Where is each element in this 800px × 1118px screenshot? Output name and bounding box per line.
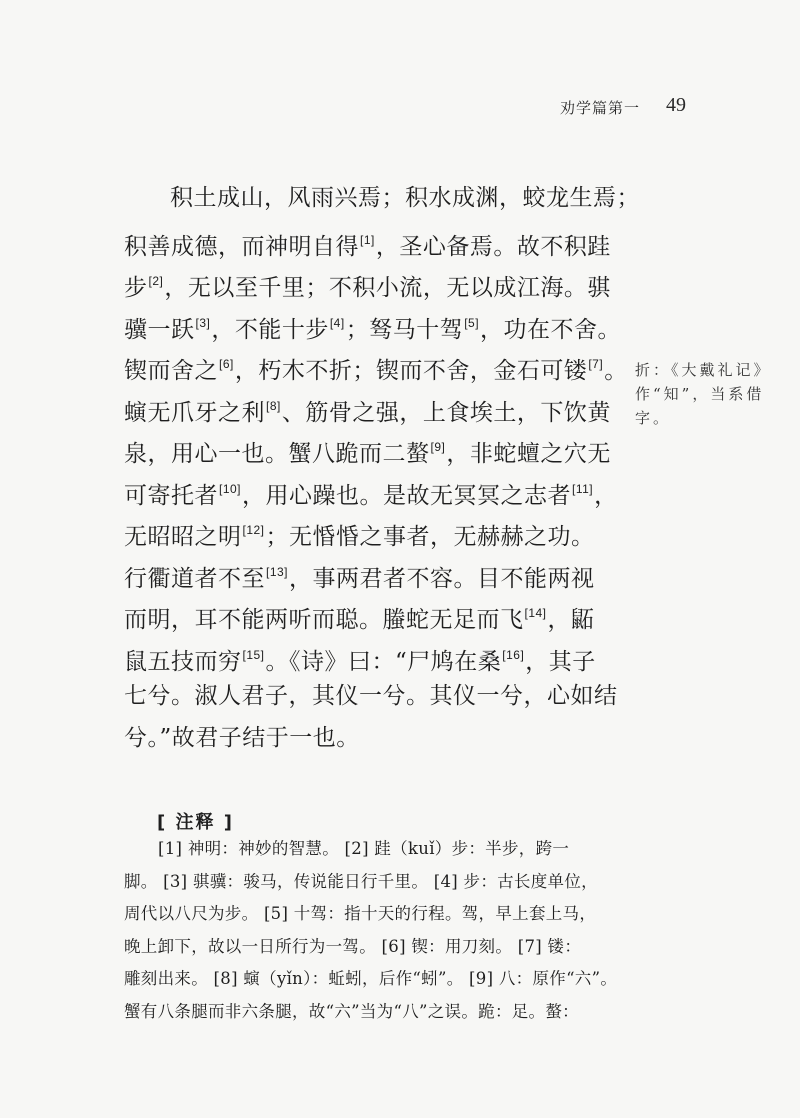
text-segment: ，不能十步 (211, 316, 329, 343)
main-text (124, 178, 640, 759)
text-line (124, 220, 611, 262)
text-segment: ， (594, 482, 618, 509)
text-segment: 可寄托者 (124, 482, 218, 509)
text-segment: 积土成山，风雨兴焉；积水成渊，蛟龙生焉； (170, 185, 640, 211)
running-header (560, 94, 700, 118)
footnote-marker: [11] (572, 481, 594, 496)
note-line: 周代以八尺为步。 [5] 十驾：指十天的行程。驾，早上套上马， (124, 904, 597, 923)
footnote-marker: [10] (219, 481, 242, 496)
text-segment: ，无以至千里；不积小流，无以成江海。骐 (164, 275, 611, 301)
text-line (124, 552, 594, 594)
footnote-marker: [6] (219, 357, 234, 371)
note-line: 蟹有八条腿而非六条腿，故“六”当为“八”之误。跪：足。螯： (124, 1001, 579, 1021)
text-segment: ，用心躁也。是故无冥冥之志者 (242, 482, 572, 509)
text-line (124, 178, 640, 220)
margin-note: 折：《大戴礼记》作“知”，当系借字。 (635, 361, 765, 427)
text-segment: 。 (604, 358, 628, 384)
text-segment: 无昭昭之明 (124, 524, 242, 550)
footnote-marker: [5] (464, 315, 480, 330)
text-segment: 兮。”故君子结于一也。 (124, 724, 360, 751)
footnote-marker: [4] (329, 315, 345, 330)
annotations (124, 833, 618, 1028)
footnote-marker: [2] (148, 274, 164, 288)
text-line (124, 593, 594, 635)
text-segment: 螾无爪牙之利 (124, 399, 265, 426)
text-line (124, 386, 611, 428)
text-segment: 积善成德，而神明自得 (124, 233, 359, 260)
note-line: 脚。 [3] 骐骥：骏马，传说能日行千里。 [4] 步：古长度单位， (124, 871, 598, 891)
footnote-marker: [3] (195, 315, 211, 330)
text-segment: 。《诗》曰：“尸鸠在桑 (265, 648, 502, 675)
text-line (124, 718, 594, 760)
text-line (124, 635, 594, 677)
footnote-marker: [8] (266, 398, 281, 413)
text-segment: 七兮。淑人君子，其仪一兮。其仪一兮，心如结 (124, 683, 618, 709)
text-segment: 、筋骨之强，上食埃土，下饮黄 (281, 399, 611, 426)
text-line (124, 303, 622, 345)
text-line (124, 676, 618, 718)
page-number: 49 (666, 94, 686, 116)
note-line: [1] 神明：神妙的智慧。 [2] 跬（kuǐ）步：半步，跨一 (158, 839, 570, 858)
footnote-marker: [1] (360, 232, 375, 247)
text-segment: ，其子 (525, 648, 596, 675)
text-segment: 而明，耳不能两听而聪。螣蛇无足而飞 (124, 607, 524, 633)
note-line: 晚上卸下，故以一日所行为一驾。 [6] 锲：用刀刻。 [7] 镂： (124, 936, 582, 956)
footnote-marker: [15] (242, 647, 265, 662)
text-segment: 泉，用心一也。蟹八跪而二螯 (124, 441, 430, 467)
text-line (124, 469, 618, 511)
text-segment: 锲而舍之 (124, 358, 218, 384)
text-line (124, 510, 594, 552)
text-segment: ；无惛惛之事者，无赫赫之功。 (265, 524, 595, 550)
chapter-title: 劝学篇第一 (560, 99, 641, 117)
footnote-marker: [13] (266, 564, 289, 579)
text-segment: ，朽木不折；锲而不舍，金石可镂 (234, 358, 588, 384)
text-segment: 步 (124, 275, 148, 301)
text-line (124, 427, 611, 469)
text-segment: 骥一跃 (124, 316, 195, 343)
footnote-marker: [12] (242, 523, 265, 537)
note-line: 雕刻出来。 [8] 螾（yǐn）：蚯蚓，后作“蚓”。 [9] 八：原作“六”。 (124, 969, 618, 988)
notes-heading: [ 注释 ] (157, 812, 234, 833)
text-line (124, 344, 628, 386)
text-segment: ，事两君者不容。目不能两视 (289, 565, 595, 592)
text-segment: 行衢道者不至 (124, 565, 265, 592)
text-segment: ，功在不舍。 (480, 316, 622, 343)
footnote-marker: [16] (502, 647, 525, 662)
text-segment: ；驽马十驾 (345, 316, 464, 343)
text-segment: ，非蛇蟺之穴无 (446, 441, 611, 467)
footnote-marker: [14] (524, 606, 547, 620)
footnote-marker: [7] (588, 357, 604, 371)
text-line (124, 261, 611, 303)
footnote-marker: [9] (430, 440, 446, 454)
text-segment: ，鼫 (547, 607, 595, 633)
text-segment: ，圣心备焉。故不积跬 (375, 233, 611, 260)
text-segment: 鼠五技而穷 (124, 648, 242, 675)
